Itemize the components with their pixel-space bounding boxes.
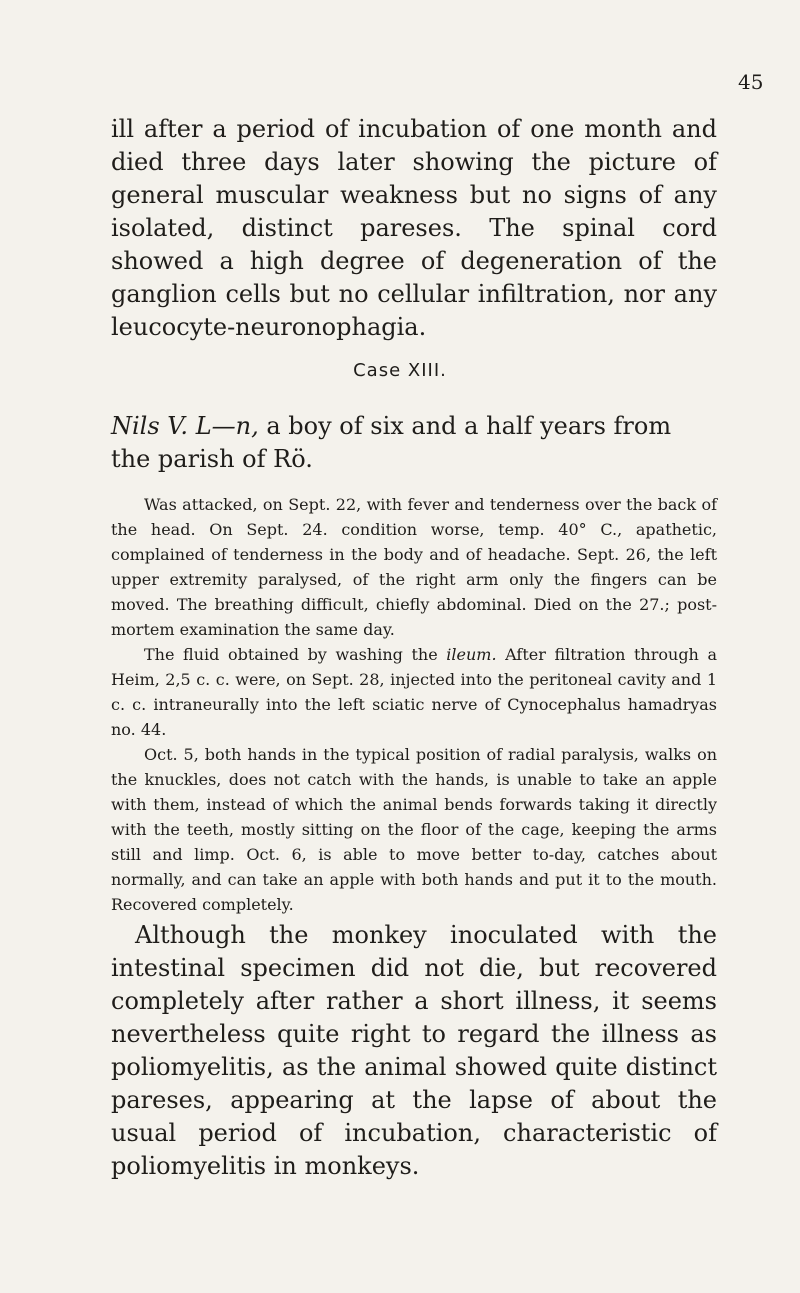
intro-paragraph: ill after a period of incubation of one month and died three days later showing the picture of general muscular weakness but no signs of any isolated, distinct pareses. The spinal cord showed a high degree of degeneration of the ganglion cells but no cellular infiltration, nor any leucocyte-neuronophagia. xyxy=(111,115,717,341)
experiment-paragraph xyxy=(111,642,717,742)
experiment-emphasis: ileum. xyxy=(446,645,497,664)
case-details-paragraph: Was attacked, on Sept. 22, with fever and tenderness over the back of the head. On Sept. 24. condition worse, temp. 40° C., apathetic, complained of tenderness in the body and of headache. Sept. 26, the left upper extremity paralysed, of the right arm only the fingers can be moved. The breathing difficult, chiefly abdominal. Died on the 27.; post-mortem examination the same day. xyxy=(111,495,717,639)
patient-description: a boy of six and a half years from the parish of Rö. xyxy=(111,412,672,473)
observation xyxy=(111,742,717,917)
experiment-text-before: The fluid obtained by washing the xyxy=(144,645,438,664)
experiment xyxy=(111,642,717,742)
case-title xyxy=(111,410,717,476)
case-heading: Case XIII. xyxy=(353,360,447,381)
experiment-text-after: After filtration through a Heim, 2,5 c. c. were, on Sept. 28, injected into the peritoneal cavity and 1 c. c. intraneurally into the left sciatic nerve of Cynocephalus hamadryas no. 44. xyxy=(111,645,717,739)
observation-paragraph: Oct. 5, both hands in the typical position of radial paralysis, walks on the knuckles, does not catch with the hands, is unable to take an apple with them, instead of which the animal bends forwards taking it directly with the teeth, mostly sitting on the floor of the cage, keeping the arms still and limp. Oct. 6, is able to move better to-day, catches about normally, and can take an apple with both hands and put it to the mouth. Recovered completely. xyxy=(111,745,717,914)
conclusion-paragraph: Although the monkey inoculated with the intestinal specimen did not die, but recovered completely after rather a short illness, it seems nevertheless quite right to regard the illness as poliomyelitis, as the animal showed quite distinct pareses, appearing at the lapse of about the usual period of incubation, characteristic of poliomyelitis in monkeys. xyxy=(111,921,717,1180)
case-details xyxy=(111,492,717,642)
page-number: 45 xyxy=(738,70,764,94)
patient-name: Nils V. L—n, xyxy=(111,412,259,440)
